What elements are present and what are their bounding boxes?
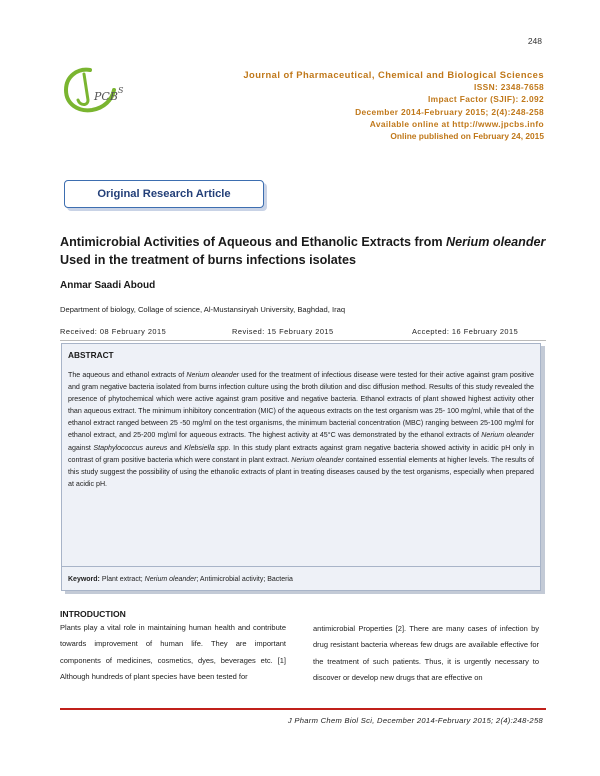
- abstract-box: [61, 343, 541, 591]
- date-received: Received: 08 February 2015: [60, 327, 167, 336]
- footer-citation: J Pharm Chem Biol Sci, December 2014-February 2015; 2(4):248-258: [287, 716, 543, 725]
- date-accepted: Accepted: 16 February 2015: [412, 327, 519, 336]
- svg-text:PCB: PCB: [94, 90, 118, 103]
- keywords-label: Keyword:: [68, 576, 100, 583]
- footer-divider: [60, 708, 546, 710]
- author-name: Anmar Saadi Aboud: [60, 280, 156, 291]
- title-species: Nerium oleander: [446, 235, 546, 249]
- journal-name: Journal of Pharmaceutical, Chemical and Biological Sciences: [243, 69, 544, 80]
- journal-issue: December 2014-February 2015; 2(4):248-258: [355, 106, 544, 117]
- keywords: Keyword: Plant extract; Nerium oleander; Antimicrobial activity; Bacteria: [68, 576, 293, 583]
- introduction-column-right: antimicrobial Properties [2]. There are many cases of infection by drug resistant bacteria whereas few drugs are available effective for the treatment of such patients. Thus, it is urgently necessary to discover or develop new drugs that are effective on: [313, 624, 539, 682]
- journal-online-link[interactable]: Available online at http://www.jpcbs.info: [369, 118, 544, 129]
- abstract-text: The aqueous and ethanol extracts of Nerium oleander used for the treatment of infectious disease were tested for their active against gram positive and gram negative bacteria isolated from burns infection culture using the broth dilution and disc diffusion method. Results of this study revealed the presence of phytochemical which were active against gram positive and negative bacteria. Ethanol extracts of plant showed highest activity other than aqueous extract. The minimum inhibitory concentration (MIC) of the aqueous extracts on the test organism was 25- 100 mg/ml, while that of the ethanol extract ranged between 25 -50 mg/ml on the test organisms, the minimum bacterial concentration (MBC) ranging between 25-100 mg/ml for ethanol extract, and 25-200 mg\ml for aqueous extracts. The highest activity at 45°C was demonstrated by the ethanol extracts of Nerium oleander against Staphylococcus aureus and Klebsiella spp. In this study plant extracts against gram negative bacteria showed activity in acidic pH only in contrast of gram positive bacteria which were constant in plant extract. Nerium oleander contained essential elements at higher levels. The results of this study suggest the possibility of using the ethanolic extracts of plant in treating diseases caused by the test organisms, especially when prepared at acidic pH.: [68, 371, 534, 488]
- abstract-heading: ABSTRACT: [68, 350, 114, 360]
- header-divider: [60, 340, 546, 341]
- title-part-1: Antimicrobial Activities of Aqueous and Ethanolic Extracts from: [60, 235, 447, 249]
- introduction-heading: INTRODUCTION: [60, 609, 126, 619]
- journal-header: [243, 69, 544, 142]
- journal-issn: ISSN: 2348-7658: [474, 82, 544, 93]
- title-part-2: Used in the treatment of burns infections isolates: [60, 253, 357, 267]
- jpcbs-logo-icon: [60, 66, 140, 116]
- author-affiliation: Department of biology, Collage of science, Al-Mustansiryah University, Baghdad, Iraq: [60, 305, 346, 314]
- svg-text:S: S: [118, 86, 124, 95]
- introduction-column-left: Plants play a vital role in maintaining human health and contribute towards improvement of human life. They are important components of medicines, cosmetics, dyes, beverages etc. [1] Although hundreds of plant species have been tested for: [60, 623, 286, 681]
- keywords-divider: [62, 566, 540, 567]
- journal-logo: [60, 66, 140, 116]
- journal-published-date: Online published on February 24, 2015: [390, 131, 544, 142]
- page-number: 248: [527, 36, 542, 46]
- article-type-badge: Original Research Article: [64, 180, 264, 208]
- journal-impact: Impact Factor (SJIF): 2.092: [427, 94, 544, 105]
- date-revised: Revised: 15 February 2015: [232, 327, 334, 336]
- paper-title: [60, 233, 546, 269]
